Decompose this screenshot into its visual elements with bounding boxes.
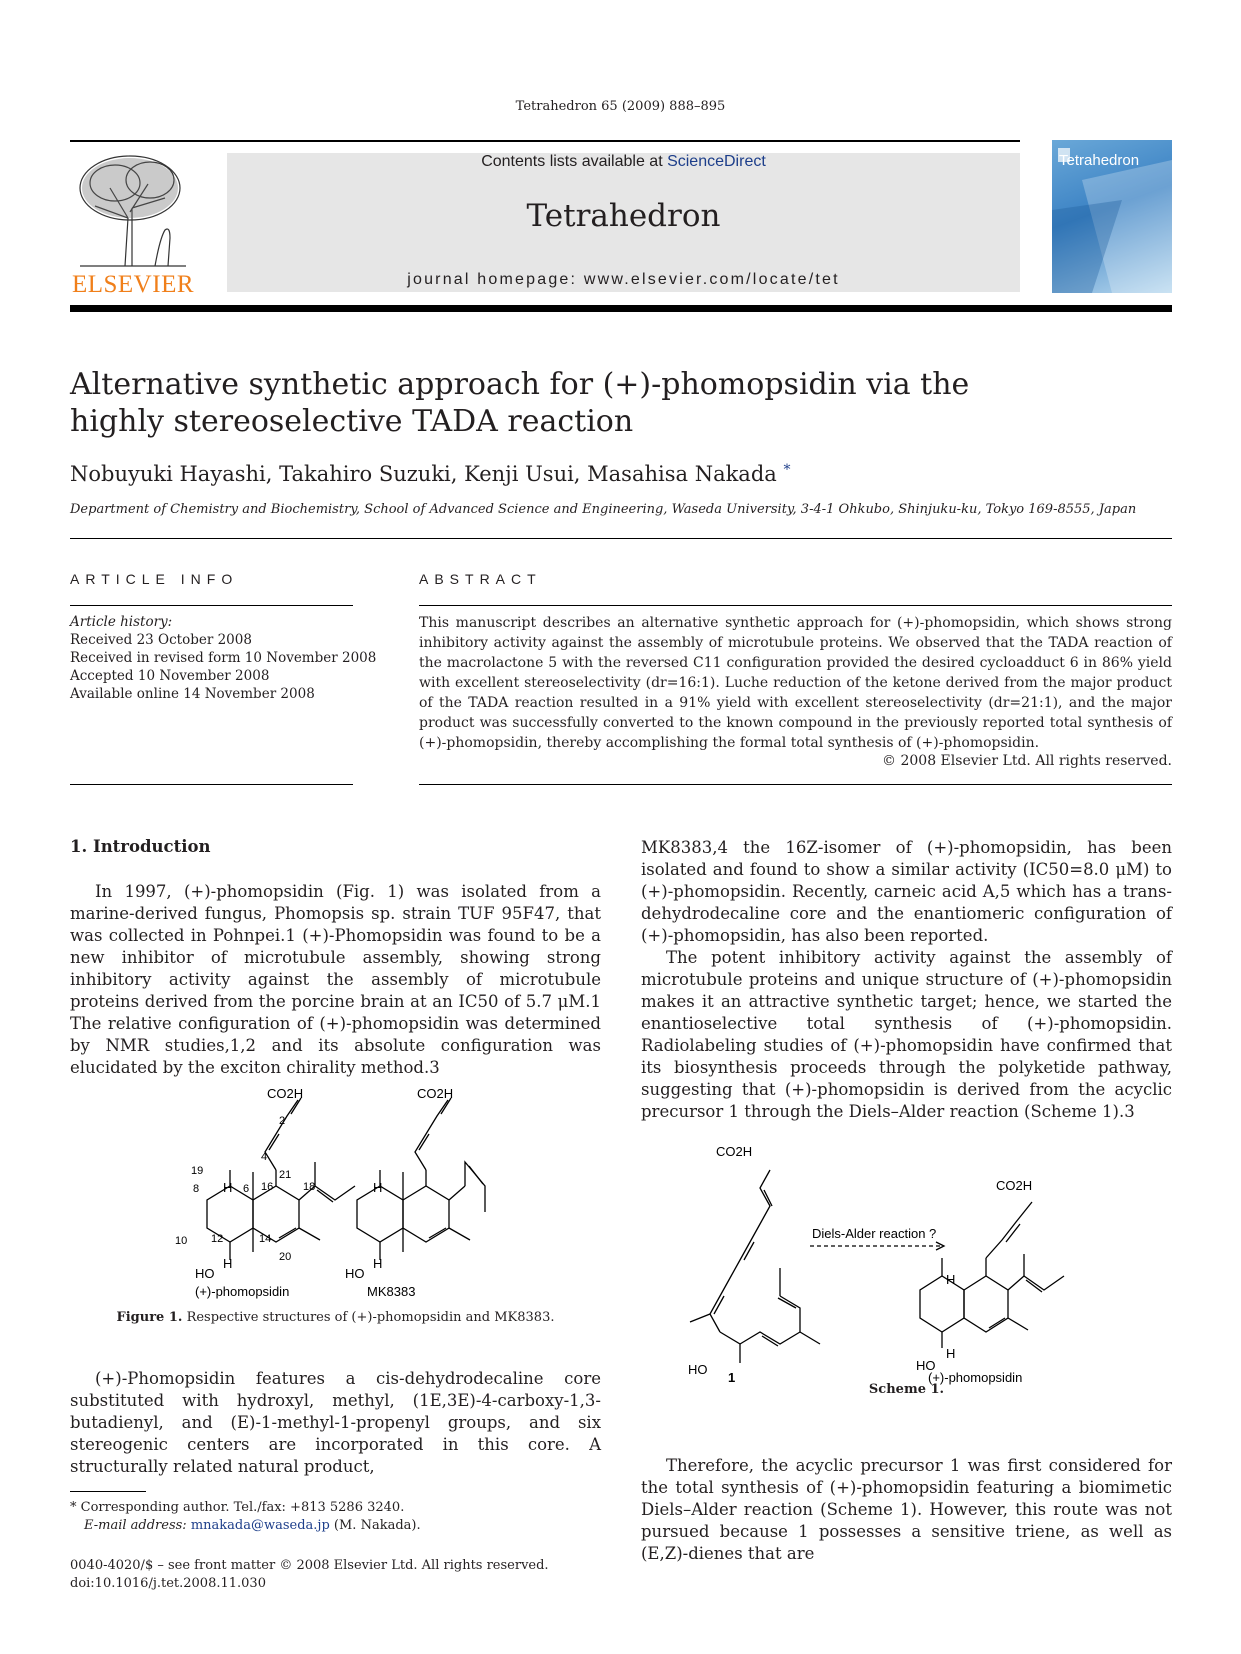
running-head: Tetrahedron 65 (2009) 888–895 xyxy=(515,99,726,114)
fig1-num-2: 2 xyxy=(279,1115,286,1127)
right-paragraph-3: Therefore, the acyclic precursor 1 was first considered for the total synthesis of (+)-phomopsidin featuring a biomimetic Diels–Alder reaction (Scheme 1). However, this route was not pursued because 1 possesses a sensitive triene, as well as (E,Z)-dienes that are xyxy=(641,1456,1172,1563)
fig1-num-10: 10 xyxy=(175,1235,188,1247)
fig1-right-h-top: H xyxy=(373,1180,383,1195)
fig1-num-14: 14 xyxy=(259,1233,272,1245)
abstract-copyright: © 2008 Elsevier Ltd. All rights reserved. xyxy=(882,753,1172,769)
contents-prefix: Contents lists available at xyxy=(481,153,668,170)
elsevier-tree-logo xyxy=(70,148,196,268)
fig1-right-ho: HO xyxy=(345,1266,365,1281)
abstract-text: This manuscript describes an alternative synthetic approach for (+)-phomopsidin, which shows strong inhibitory activity against the assembly of microtubule proteins. We observed that the TADA reaction of the macrolactone 5 with the reversed C11 configuration provided the desired cycloadduct 6 in 86% yield with excellent stereoselectivity (dr=16:1). Luche reduction of the ketone derived from the major product of the TADA reaction resulted in a 91% yield with excellent stereoselectivity (dr=21:1), and the major product was successfully converted to the known compound in the previously reported total synthesis of (+)-phomopsidin, thereby accomplishing the formal total synthesis of (+)-phomopsidin. xyxy=(419,615,1172,751)
scheme1-arrow-label: Diels-Alder reaction ? xyxy=(812,1226,937,1241)
fig1-right-h-bottom: H xyxy=(373,1256,383,1271)
cover-title: Tetrahedron xyxy=(1059,152,1140,169)
email-line xyxy=(70,1517,421,1535)
scheme1-precursor-label: 1 xyxy=(728,1370,736,1385)
title-separator xyxy=(70,538,1172,539)
footnote-rule xyxy=(70,1491,146,1492)
abstract-rule-bottom xyxy=(419,784,1172,785)
fig1-num-6: 6 xyxy=(243,1183,250,1195)
corresponding-author-note: * Corresponding author. Tel./fax: +813 5286 3240. xyxy=(70,1500,405,1515)
scheme1-product-h-top: H xyxy=(946,1272,956,1287)
scheme1-product-ho: HO xyxy=(916,1358,936,1373)
fig1-num-4: 4 xyxy=(261,1151,268,1163)
scheme1-precursor-co2h: CO2H xyxy=(716,1144,753,1159)
scheme-1-diagram xyxy=(680,1144,1150,1385)
authors-text: Nobuyuki Hayashi, Takahiro Suzuki, Kenji Usui, Masahisa Nakada xyxy=(70,462,777,486)
article-title: Alternative synthetic approach for (+)-phomopsidin via the highly stereoselective TADA reaction xyxy=(70,367,970,439)
fig1-num-20: 20 xyxy=(279,1251,292,1263)
online-date: Available online 14 November 2008 xyxy=(70,686,315,702)
footnotes xyxy=(70,1499,421,1535)
intro-paragraph-2: (+)-Phomopsidin features a cis-dehydrodecaline core substituted with hydroxyl, methyl, (1E,3E)-4-carboxy-1,3-butadienyl, and (E)-1-methyl-1-propenyl groups, and six stereogenic centers are incorporated in this core. A structurally related natural product, xyxy=(70,1369,601,1476)
header-rule-top xyxy=(70,140,1020,142)
scheme1-product-h-bottom: H xyxy=(946,1346,956,1361)
fig1-num-19: 19 xyxy=(191,1165,204,1177)
doi-line[interactable]: doi:10.1016/j.tet.2008.11.030 xyxy=(70,1576,266,1591)
fig1-num-18: 18 xyxy=(303,1181,316,1193)
received-date: Received 23 October 2008 xyxy=(70,632,252,648)
corresponding-author-mark[interactable]: * xyxy=(783,462,791,478)
scheme1-precursor-ho: HO xyxy=(688,1362,708,1377)
email-label: E-mail address: xyxy=(84,1518,187,1533)
fig1-num-8: 8 xyxy=(193,1183,200,1195)
abstract-rule-top xyxy=(419,605,1172,606)
right-paragraph-2: The potent inhibitory activity against the assembly of microtubule proteins and unique structure of (+)-phomopsidin makes it an attractive synthetic target; hence, we started the enantioselective total synthesis of (+)-phomopsidin. Radiolabeling studies of (+)-phomopsidin have confirmed that its biosynthesis proceeds through the polyketide pathway, suggesting that (+)-phomopsidin is derived from the acyclic precursor 1 through the Diels–Alder reaction (Scheme 1).3 xyxy=(641,948,1172,1121)
email-link[interactable]: mnakada@waseda.jp xyxy=(190,1518,330,1533)
article-info-rule-bottom xyxy=(70,784,353,785)
fig1-left-name: (+)-phomopsidin xyxy=(195,1284,290,1299)
email-suffix: (M. Nakada). xyxy=(333,1518,421,1533)
right-paragraph-1: MK8383,4 the 16Z-isomer of (+)-phomopsidin, has been isolated and found to show a similar activity (IC50=8.0 μM) to (+)-phomopsidin. Recently, carneic acid A,5 which has a trans-dehydrodecaline core and the enantiomeric configuration of (+)-phomopsidin, has also been reported. xyxy=(641,838,1172,945)
article-info-rule-top xyxy=(70,605,353,606)
fig1-num-16: 16 xyxy=(261,1181,274,1193)
fig1-num-21: 21 xyxy=(279,1169,292,1181)
fig1-left-ho: HO xyxy=(195,1266,215,1281)
fig1-left-h-top: H xyxy=(223,1180,233,1195)
article-info-heading: ARTICLE INFO xyxy=(70,571,239,587)
scheme1-product-name: (+)-phomopsidin xyxy=(928,1370,1023,1385)
figure-1-caption xyxy=(70,1310,601,1325)
journal-name: Tetrahedron xyxy=(526,198,721,234)
fig1-right-name: MK8383 xyxy=(367,1284,416,1299)
figure-1-caption-label: Figure 1. xyxy=(116,1310,183,1325)
fig1-left-co2h: CO2H xyxy=(267,1086,304,1101)
contents-line xyxy=(227,153,1020,171)
accepted-date: Accepted 10 November 2008 xyxy=(70,668,270,684)
elsevier-wordmark: ELSEVIER xyxy=(71,271,195,298)
journal-homepage[interactable]: journal homepage: www.elsevier.com/locate/tet xyxy=(407,271,840,288)
author-list xyxy=(70,462,790,486)
fig1-right-co2h: CO2H xyxy=(417,1086,454,1101)
intro-paragraph-1: In 1997, (+)-phomopsidin (Fig. 1) was isolated from a marine-derived fungus, Phomopsis sp. strain TUF 95F47, that was collected in Pohnpei.1 (+)-Phomopsidin was found to be a new inhibitor of microtubule assembly, showing strong inhibitory activity against the assembly of microtubule proteins derived from the porcine brain at an IC50 of 5.7 μM.1 The relative configuration of (+)-phomopsidin was determined by NMR studies,1,2 and its absolute configuration was elucidated by the exciton chirality method.3 xyxy=(70,882,601,1077)
header-rule-bottom xyxy=(70,305,1172,312)
figure-1-structures xyxy=(175,1086,535,1299)
abstract-heading: ABSTRACT xyxy=(419,571,542,587)
fig1-num-12: 12 xyxy=(211,1233,224,1245)
scheme1-product-co2h: CO2H xyxy=(996,1178,1033,1193)
issn-line: 0040-4020/$ – see front matter © 2008 Elsevier Ltd. All rights reserved. xyxy=(70,1558,549,1573)
fig1-left-h-bottom: H xyxy=(223,1256,233,1271)
history-label: Article history: xyxy=(70,614,173,630)
figure-1-caption-text: Respective structures of (+)-phomopsidin and MK8383. xyxy=(186,1310,555,1325)
sciencedirect-link[interactable]: ScienceDirect xyxy=(667,153,766,170)
front-matter xyxy=(70,1557,549,1593)
revised-date: Received in revised form 10 November 2008 xyxy=(70,650,377,666)
article-history xyxy=(70,613,376,703)
section-title: 1. Introduction xyxy=(70,837,211,856)
affiliation: Department of Chemistry and Biochemistry, School of Advanced Science and Engineering, Waseda University, 3-4-1 Ohkubo, Shinjuku-ku, Tokyo 169-8555, Japan xyxy=(70,502,1137,517)
scheme-1-caption: Scheme 1. xyxy=(868,1382,945,1397)
